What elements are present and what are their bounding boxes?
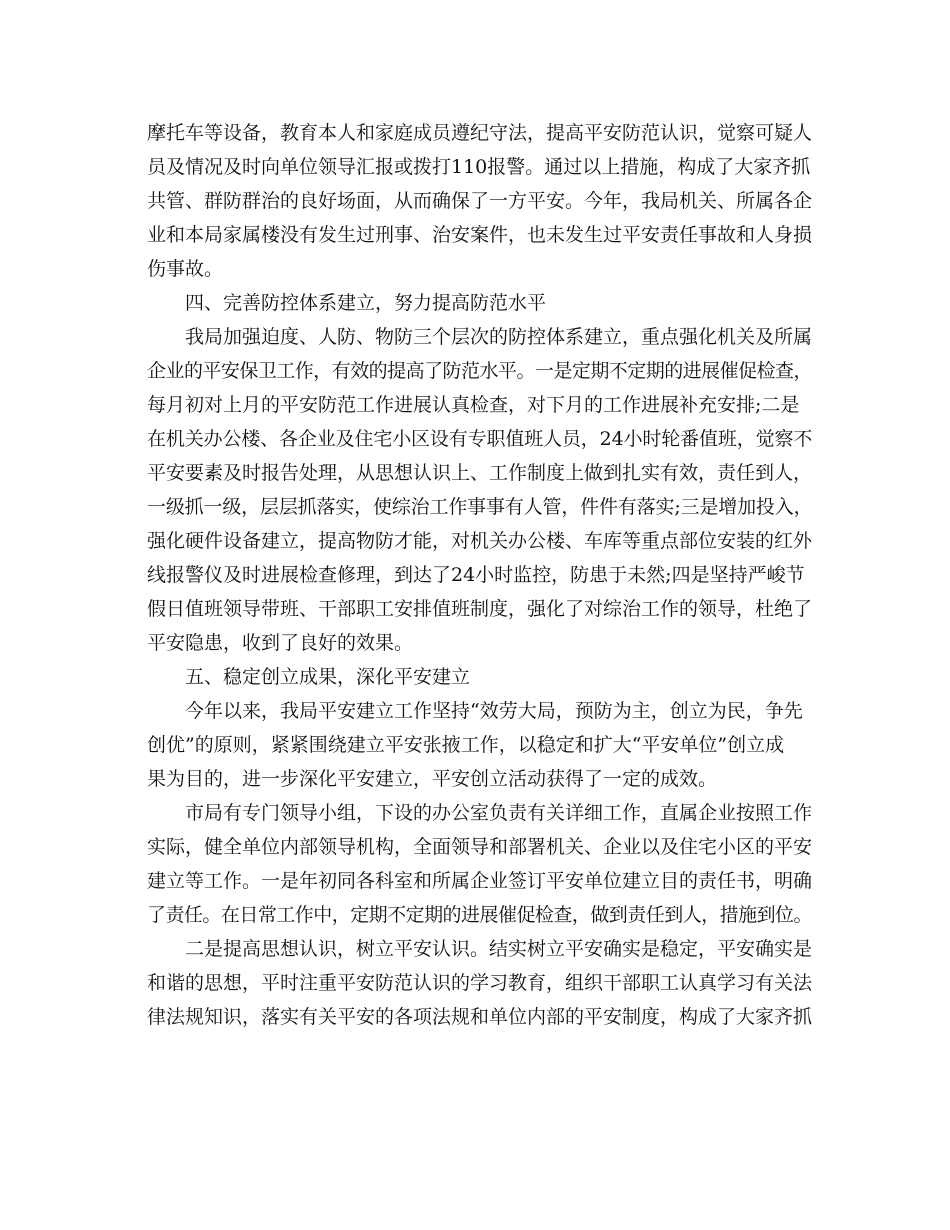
text-line: 员及情况及时向单位领导汇报或拨打110报警。通过以上措施，构成了大家齐抓: [147, 156, 811, 178]
text-line: 律法规知识，落实有关平安的各项法规和单位内部的平安制度，构成了大家齐抓: [147, 1006, 813, 1028]
text-line: 每月初对上月的平安防范工作进展认真检查，对下月的工作进展补充安排;二是: [147, 394, 800, 416]
text-line: 伤事故。: [147, 258, 224, 280]
text-line: 了责任。在日常工作中，定期不定期的进展催促检查，做到责任到人，措施到位。: [147, 904, 813, 926]
paragraph-first-line: 五、稳定创立成果，深化平安建立: [185, 666, 471, 688]
text-line: 建立等工作。一是年初同各科室和所属企业签订平安单位建立目的责任书，明确: [147, 870, 813, 892]
paragraph-first-line: 今年以来，我局平安建立工作坚持“效劳大局，预防为主，创立为民，争先: [185, 700, 803, 722]
document-body: [147, 116, 812, 1034]
text-line: 假日值班领导带班、干部职工安排值班制度，强化了对综治工作的领导，杜绝了: [147, 598, 813, 620]
text-line: 平安隐患，收到了良好的效果。: [147, 632, 414, 654]
text-line: 实际，健全单位内部领导机构，全面领导和部署机关、企业以及住宅小区的平安: [147, 836, 813, 858]
text-line: 一级抓一级，层层抓落实，使综治工作事事有人管，件件有落实;三是增加投入，: [147, 496, 813, 518]
paragraph-first-line: 二是提高思想认识，树立平安认识。结实树立平安确实是稳定，平安确实是: [185, 938, 813, 960]
text-line: 强化硬件设备建立，提高物防才能，对机关办公楼、车库等重点部位安装的红外: [147, 530, 813, 552]
text-line: 创优”的原则，紧紧围绕建立平安张掖工作，以稳定和扩大“平安单位”创立成: [147, 734, 785, 756]
text-line: 共管、群防群治的良好场面，从而确保了一方平安。今年，我局机关、所属各企: [147, 190, 813, 212]
paragraph-first-line: 四、完善防控体系建立，努力提高防范水平: [185, 292, 547, 314]
text-line: 业和本局家属楼没有发生过刑事、治安案件，也未发生过平安责任事故和人身损: [147, 224, 813, 246]
text-line: 平安要素及时报告处理，从思想认识上、工作制度上做到扎实有效，责任到人，: [147, 462, 813, 484]
text-line: 摩托车等设备，教育本人和家庭成员遵纪守法，提高平安防范认识，觉察可疑人: [147, 122, 813, 144]
text-line: 和谐的思想，平时注重平安防范认识的学习教育，组织干部职工认真学习有关法: [147, 972, 813, 994]
text-line: 在机关办公楼、各企业及住宅小区设有专职值班人员，24小时轮番值班，觉察不: [147, 428, 813, 450]
paragraph-first-line: 市局有专门领导小组，下设的办公室负责有关详细工作，直属企业按照工作: [185, 802, 813, 824]
text-line: 企业的平安保卫工作，有效的提高了防范水平。一是定期不定期的进展催促检查，: [147, 360, 813, 382]
text-line: 线报警仪及时进展检查修理，到达了24小时监控，防患于未然;四是坚持严峻节: [147, 564, 805, 586]
paragraph-first-line: 我局加强迫度、人防、物防三个层次的防控体系建立，重点强化机关及所属: [185, 326, 813, 348]
text-line: 果为目的，进一步深化平安建立，平安创立活动获得了一定的成效。: [147, 768, 718, 790]
